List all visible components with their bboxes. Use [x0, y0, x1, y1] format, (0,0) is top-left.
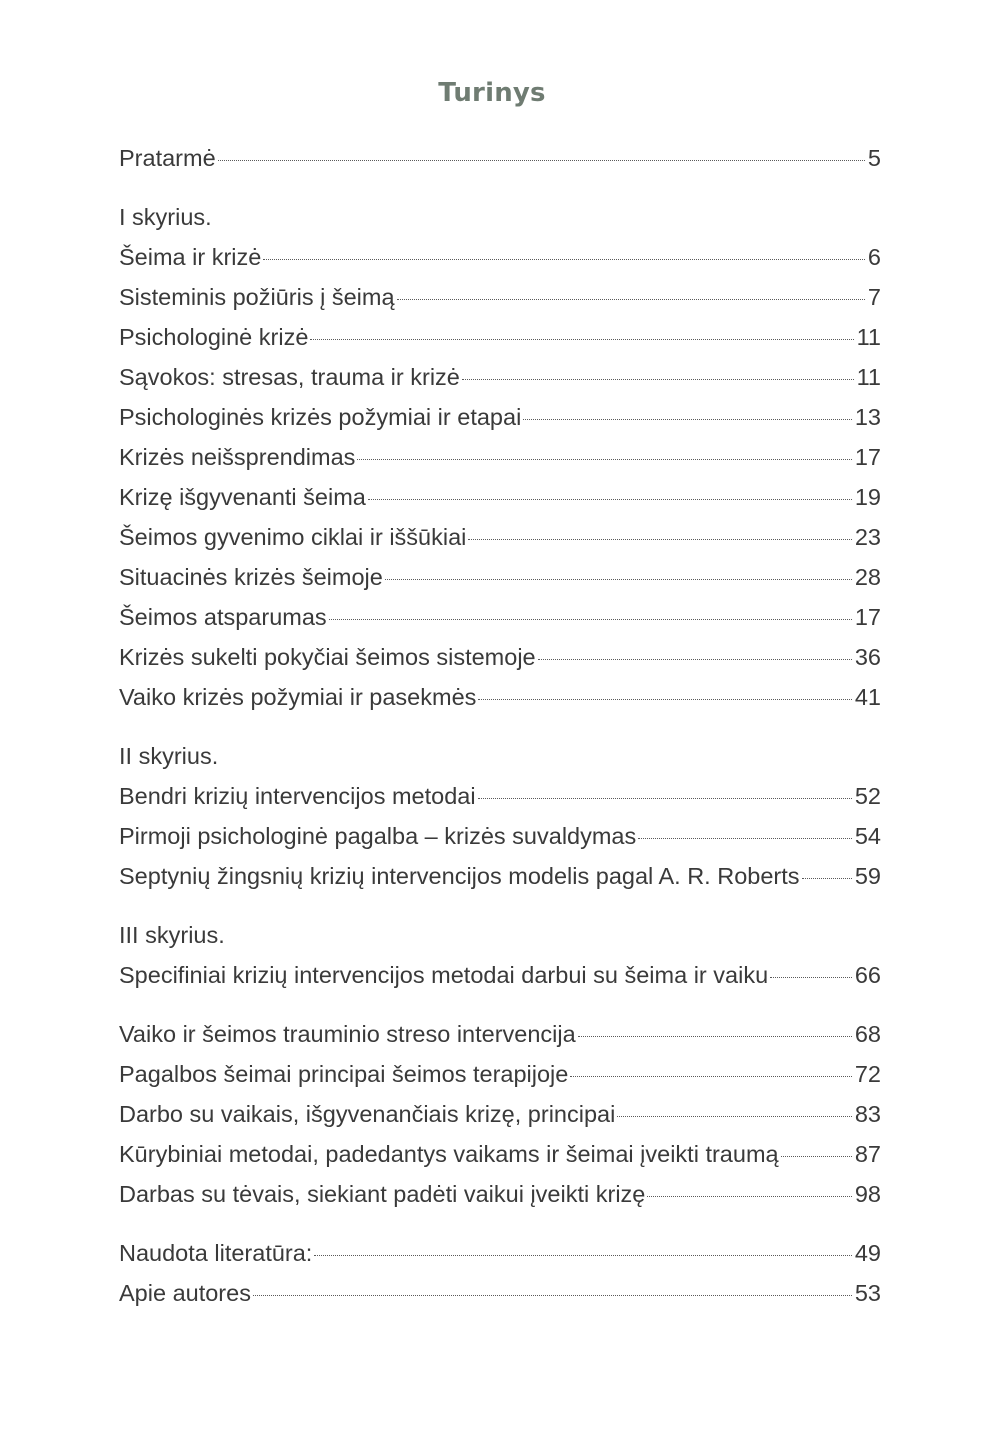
toc-entry-page: 66	[854, 962, 881, 988]
toc-entry-page: 52	[854, 783, 881, 809]
toc-entry-label: Šeima ir krizė	[119, 244, 262, 270]
toc-entry[interactable]	[119, 776, 881, 816]
toc-entry-page: 83	[854, 1101, 881, 1127]
dot-leader	[781, 1156, 852, 1157]
toc-entry-page: 54	[854, 823, 881, 849]
toc-entry-label: Vaiko ir šeimos trauminio streso intervencija	[119, 1021, 576, 1047]
toc-entry-page: 68	[854, 1021, 881, 1047]
toc-entry[interactable]	[119, 357, 881, 397]
toc-entry[interactable]	[119, 1054, 881, 1094]
toc-entry[interactable]	[119, 1233, 881, 1273]
dot-leader	[310, 339, 853, 340]
toc-entry[interactable]	[119, 1273, 881, 1313]
toc-entry-page: 11	[856, 364, 881, 390]
toc-entry-page: 13	[854, 404, 881, 430]
toc-entry-page: 7	[867, 284, 881, 310]
toc-entry-page: 17	[854, 604, 881, 630]
section-gap	[119, 178, 881, 197]
dot-leader	[617, 1116, 852, 1117]
dot-leader	[263, 259, 865, 260]
dot-leader	[523, 419, 852, 420]
toc-entry[interactable]	[119, 437, 881, 477]
chapter-3-entries	[119, 955, 881, 995]
dot-leader	[385, 579, 852, 580]
dot-leader	[647, 1196, 851, 1197]
toc-entry-page: 53	[854, 1280, 881, 1306]
dot-leader	[478, 699, 851, 700]
toc-entry-page: 72	[854, 1061, 881, 1087]
toc-entry-page: 28	[854, 564, 881, 590]
toc-entry-label: Septynių žingsnių krizių intervencijos modelis pagal A. R. Roberts	[119, 863, 800, 889]
toc-entry[interactable]	[119, 237, 881, 277]
toc-entry-page: 11	[856, 324, 881, 350]
toc-entry-page: 36	[854, 644, 881, 670]
chapter-heading-2: II skyrius.	[119, 743, 219, 769]
table-of-contents	[119, 138, 881, 1313]
dot-leader	[578, 1036, 852, 1037]
toc-entry-label: Krizės neišsprendimas	[119, 444, 356, 470]
toc-entry[interactable]	[119, 557, 881, 597]
toc-entry[interactable]	[119, 637, 881, 677]
toc-entry[interactable]	[119, 517, 881, 557]
toc-entry-label: Pratarmė	[119, 145, 216, 171]
toc-entry[interactable]	[119, 397, 881, 437]
toc-entry-page: 19	[854, 484, 881, 510]
toc-entry-label: Vaiko krizės požymiai ir pasekmės	[119, 684, 477, 710]
toc-entry-label: Krizę išgyvenanti šeima	[119, 484, 366, 510]
toc-entry-label: Situacinės krizės šeimoje	[119, 564, 383, 590]
section-gap	[119, 995, 881, 1014]
chapter-2-entries	[119, 776, 881, 896]
toc-entry-page: 59	[854, 863, 881, 889]
toc-entry[interactable]	[119, 1134, 881, 1174]
toc-entry[interactable]	[119, 597, 881, 637]
dot-leader	[357, 459, 851, 460]
toc-entry-page: 23	[854, 524, 881, 550]
toc-entry[interactable]	[119, 1014, 881, 1054]
dot-leader	[397, 299, 865, 300]
toc-entry-label: Pagalbos šeimai principai šeimos terapijoje	[119, 1061, 569, 1087]
chapter-heading-3: III skyrius.	[119, 922, 225, 948]
toc-entry-label: Kūrybiniai metodai, padedantys vaikams ir šeimai įveikti traumą	[119, 1141, 779, 1167]
toc-entry-label: Naudota literatūra:	[119, 1240, 313, 1266]
dot-leader	[314, 1255, 852, 1256]
dot-leader	[538, 659, 852, 660]
dot-leader	[253, 1295, 852, 1296]
toc-entry-label: Sąvokos: stresas, trauma ir krizė	[119, 364, 460, 390]
section-gap	[119, 896, 881, 915]
toc-entry-page: 41	[854, 684, 881, 710]
toc-entry-label: Sisteminis požiūris į šeimą	[119, 284, 395, 310]
toc-entry-page: 98	[854, 1181, 881, 1207]
dot-leader	[770, 977, 852, 978]
section-gap	[119, 717, 881, 736]
page-title: Turinys	[438, 78, 546, 108]
toc-entry[interactable]	[119, 317, 881, 357]
toc-entry-page: 17	[854, 444, 881, 470]
section-gap	[119, 1214, 881, 1233]
toc-entry-label: Krizės sukelti pokyčiai šeimos sistemoje	[119, 644, 536, 670]
appendix-entries	[119, 1233, 881, 1313]
toc-entry-page: 87	[854, 1141, 881, 1167]
toc-entry-label: Pirmoji psichologinė pagalba – krizės suvaldymas	[119, 823, 637, 849]
toc-entry-label: Psichologinės krizės požymiai ir etapai	[119, 404, 522, 430]
chapter-3-more-entries	[119, 1014, 881, 1214]
toc-entry[interactable]	[119, 955, 881, 995]
toc-entry-page: 49	[854, 1240, 881, 1266]
toc-entry-page: 6	[867, 244, 881, 270]
dot-leader	[638, 838, 852, 839]
toc-entry-label: Apie autores	[119, 1280, 251, 1306]
toc-entry[interactable]	[119, 1174, 881, 1214]
dot-leader	[462, 379, 854, 380]
toc-entry[interactable]	[119, 477, 881, 517]
toc-entry-page: 5	[867, 145, 881, 171]
chapter-heading-1: I skyrius.	[119, 204, 212, 230]
toc-entry[interactable]	[119, 816, 881, 856]
dot-leader	[802, 878, 852, 879]
toc-entry-label: Specifiniai krizių intervencijos metodai darbui su šeima ir vaiku	[119, 962, 769, 988]
toc-entry-preface[interactable]	[119, 138, 881, 178]
chapter-1-entries	[119, 237, 881, 717]
toc-entry-label: Darbo su vaikais, išgyvenančiais krizę, principai	[119, 1101, 616, 1127]
dot-leader	[478, 798, 852, 799]
toc-entry-label: Šeimos atsparumas	[119, 604, 327, 630]
toc-entry[interactable]	[119, 677, 881, 717]
dot-leader	[218, 160, 865, 161]
dot-leader	[468, 539, 851, 540]
toc-entry[interactable]	[119, 277, 881, 317]
dot-leader	[368, 499, 852, 500]
dot-leader	[329, 619, 852, 620]
toc-entry-label: Darbas su tėvais, siekiant padėti vaikui įveikti krizę	[119, 1181, 646, 1207]
toc-entry[interactable]	[119, 1094, 881, 1134]
toc-entry-label: Psichologinė krizė	[119, 324, 309, 350]
toc-entry[interactable]	[119, 856, 881, 896]
toc-entry-label: Šeimos gyvenimo ciklai ir iššūkiai	[119, 524, 467, 550]
toc-entry-label: Bendri krizių intervencijos metodai	[119, 783, 476, 809]
dot-leader	[570, 1076, 852, 1077]
